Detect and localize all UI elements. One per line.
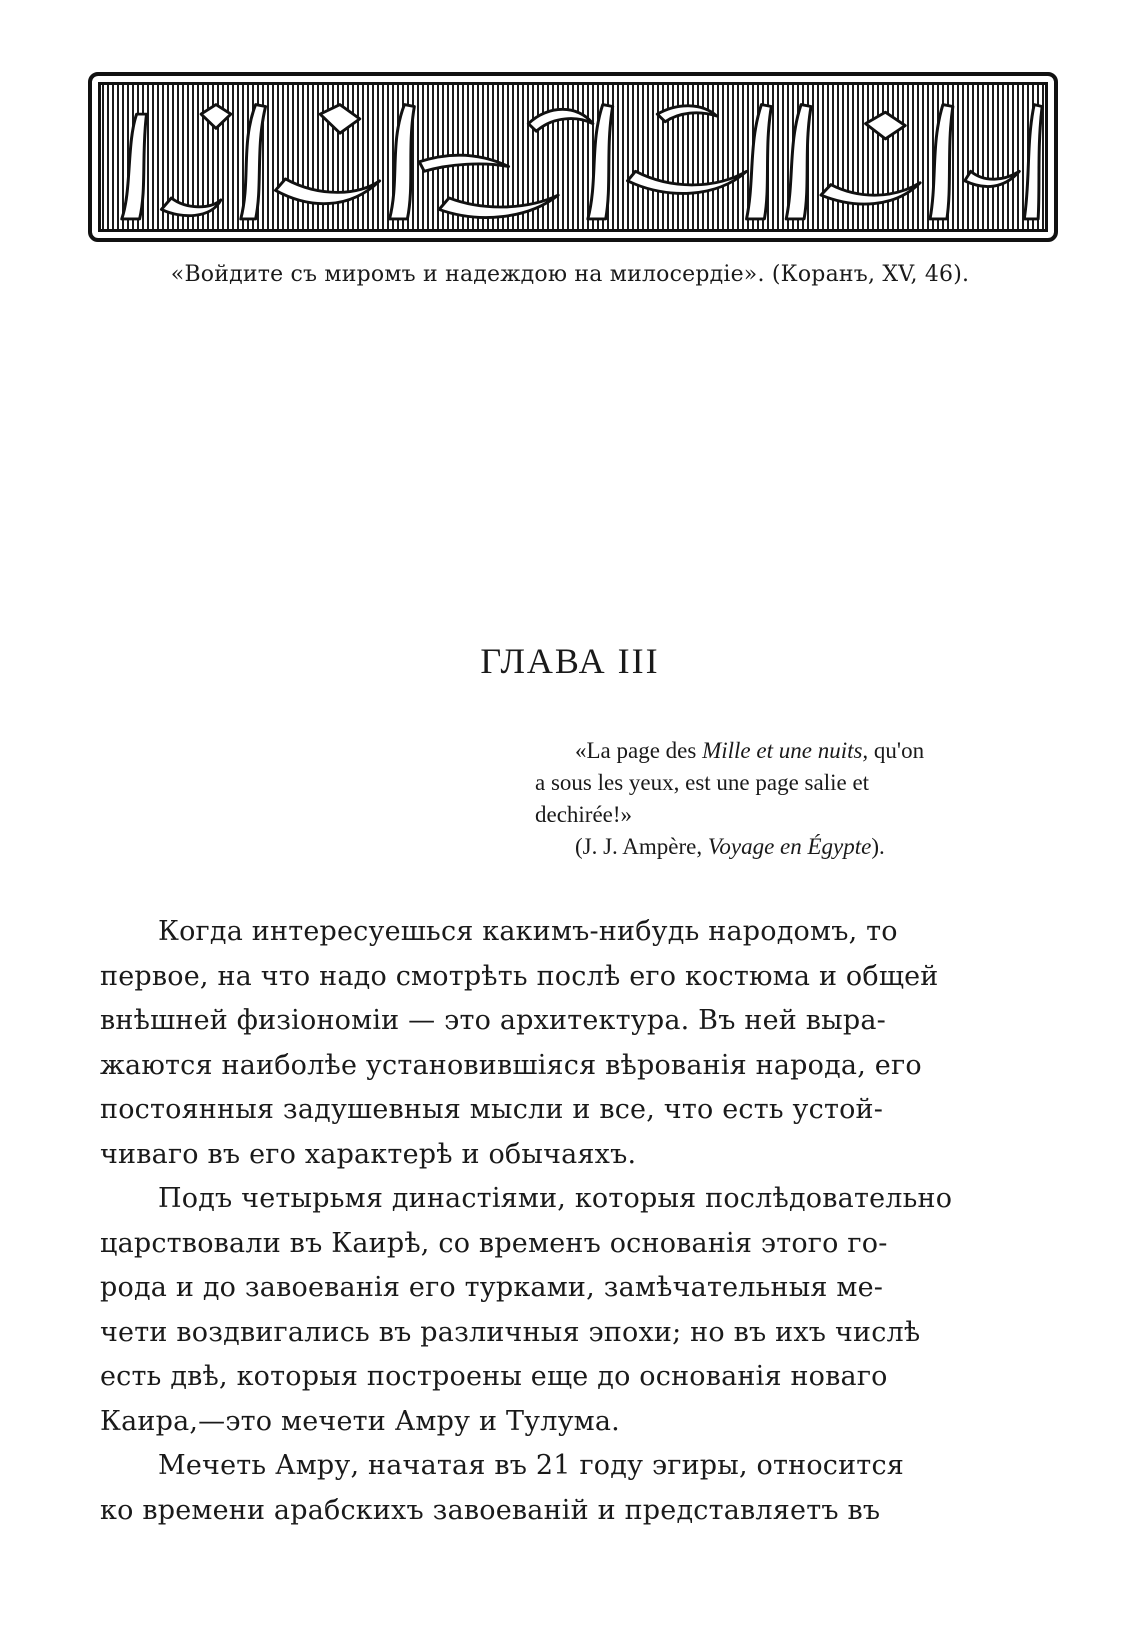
paragraph-line: царствовали въ Каирѣ, со временъ основанія этого го-: [100, 1227, 888, 1259]
paragraph-line: есть двѣ, которыя построены еще до основанія новаго: [100, 1361, 888, 1392]
paragraph-line: постоянныя задушевныя мысли и все, что есть устой-: [100, 1094, 884, 1125]
body-text: [100, 910, 1040, 1533]
epigraph-caption: «Войдите съ миромъ и надеждою на милосердіе». (Коранъ, XV, 46).: [170, 262, 970, 287]
motto-attribution-end: ).: [871, 834, 885, 859]
paragraph-line: Каира,—это мечети Амру и Тулума.: [100, 1405, 620, 1437]
motto-quote: [535, 735, 1015, 863]
paragraph-line: чиваго въ его характерѣ и обычаяхъ.: [100, 1138, 637, 1170]
paragraph-line: чети воздвигались въ различныя эпохи; но въ ихъ числѣ: [100, 1316, 921, 1348]
paragraph-line: ко времени арабскихъ завоеваній и представляетъ въ: [100, 1494, 881, 1526]
paragraph-1: [100, 910, 1040, 1177]
motto-attribution-title: Voyage en Égypte: [707, 834, 872, 859]
motto-line-2: a sous les yeux, est une page salie et: [535, 770, 870, 795]
paragraph-line: Подъ четырьмя династіями, которыя послѣдовательно: [158, 1183, 953, 1214]
motto-attribution: [535, 831, 1015, 863]
paragraph-3: [100, 1444, 1040, 1533]
paragraph-line: жаются наиболѣе установившіяся вѣрованія народа, его: [100, 1049, 922, 1081]
paragraph-line: Когда интересуешься какимъ-нибудь народомъ, то: [158, 916, 898, 947]
paragraph-line: внѣшней физіономіи — это архитектура. Въ ней выра-: [100, 1005, 886, 1036]
chapter-title: ГЛАВА III: [480, 641, 660, 681]
motto-line-1-italic: Mille et une nuits,: [702, 738, 869, 763]
motto-line-1-end: qu'on: [868, 738, 925, 763]
motto-attribution-start: (J. J. Ampère,: [575, 834, 708, 859]
paragraph-line: рода и до завоеванія его турками, замѣчательныя ме-: [100, 1272, 884, 1303]
motto-line-3: dechirée!»: [535, 802, 633, 827]
arabic-calligraphy-panel-icon: [92, 76, 1054, 238]
paragraph-line: Мечеть Амру, начатая въ 21 году эгиры, относится: [158, 1450, 904, 1481]
paragraph-line: первое, на что надо смотрѣть послѣ его костюма и общей: [100, 960, 939, 992]
motto-line-1-start: «La page des: [575, 738, 703, 763]
calligraphy-panel: [88, 72, 1058, 242]
motto-line-1: [535, 735, 1015, 767]
paragraph-2: [100, 1177, 1040, 1444]
